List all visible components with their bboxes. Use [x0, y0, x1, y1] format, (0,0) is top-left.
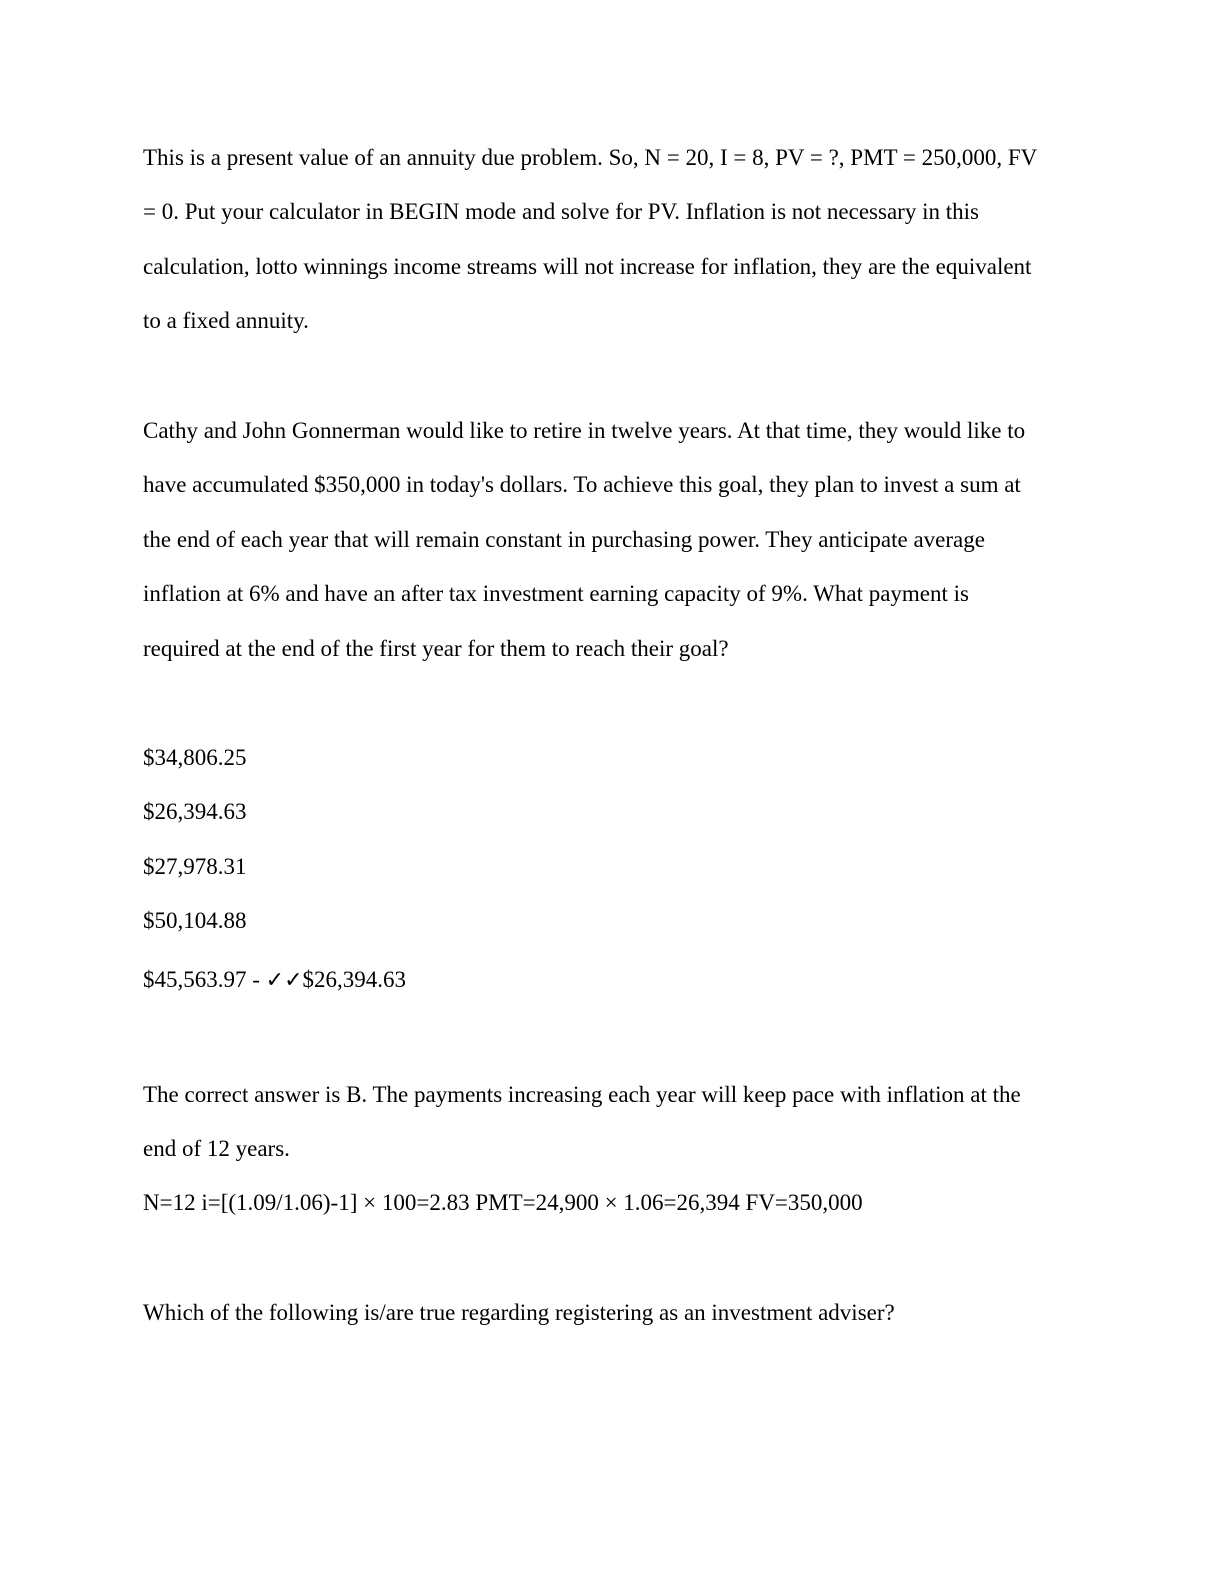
question-line-5: required at the end of the first year for them to reach their goal? — [143, 636, 729, 661]
explanation1-line-3: calculation, lotto winnings income streams will not increase for inflation, they are the equivalent — [143, 254, 1032, 279]
answer-option-e-text: $45,563.97 - — [143, 967, 266, 992]
explanation2-line-1: The correct answer is B. The payments increasing each year will keep pace with inflation at the — [143, 1082, 1021, 1107]
calculation-formula: N=12 i=[(1.09/1.06)-1] × 100=2.83 PMT=24,900 × 1.06=26,394 FV=350,000 — [143, 1190, 863, 1215]
explanation1-line-2: = 0. Put your calculator in BEGIN mode and solve for PV. Inflation is not necessary in this — [143, 199, 979, 224]
next-question: Which of the following is/are true regarding registering as an investment adviser? — [143, 1300, 895, 1325]
explanation2-line-2: end of 12 years. — [143, 1136, 290, 1161]
question-line-2: have accumulated $350,000 in today's dollars. To achieve this goal, they plan to invest a sum at — [143, 472, 1021, 497]
question-line-1: Cathy and John Gonnerman would like to retire in twelve years. At that time, they would like to — [143, 418, 1026, 443]
question-line-4: inflation at 6% and have an after tax investment earning capacity of 9%. What payment is — [143, 581, 970, 606]
question-line-3: the end of each year that will remain constant in purchasing power. They anticipate average — [143, 527, 985, 552]
explanation1-line-1: This is a present value of an annuity due problem. So, N = 20, I = 8, PV = ?, PMT = 250,000, FV — [143, 145, 1038, 170]
answer-option-d: $50,104.88 — [143, 908, 247, 933]
answer-option-c: $27,978.31 — [143, 854, 247, 879]
answer-option-a: $34,806.25 — [143, 745, 247, 770]
answer-option-b: $26,394.63 — [143, 799, 247, 824]
correct-answer-value: $26,394.63 — [302, 967, 407, 992]
answer-option-e — [143, 966, 406, 995]
explanation1-line-4: to a fixed annuity. — [143, 308, 309, 333]
checkmark-icon: ✓✓ — [265, 968, 303, 993]
